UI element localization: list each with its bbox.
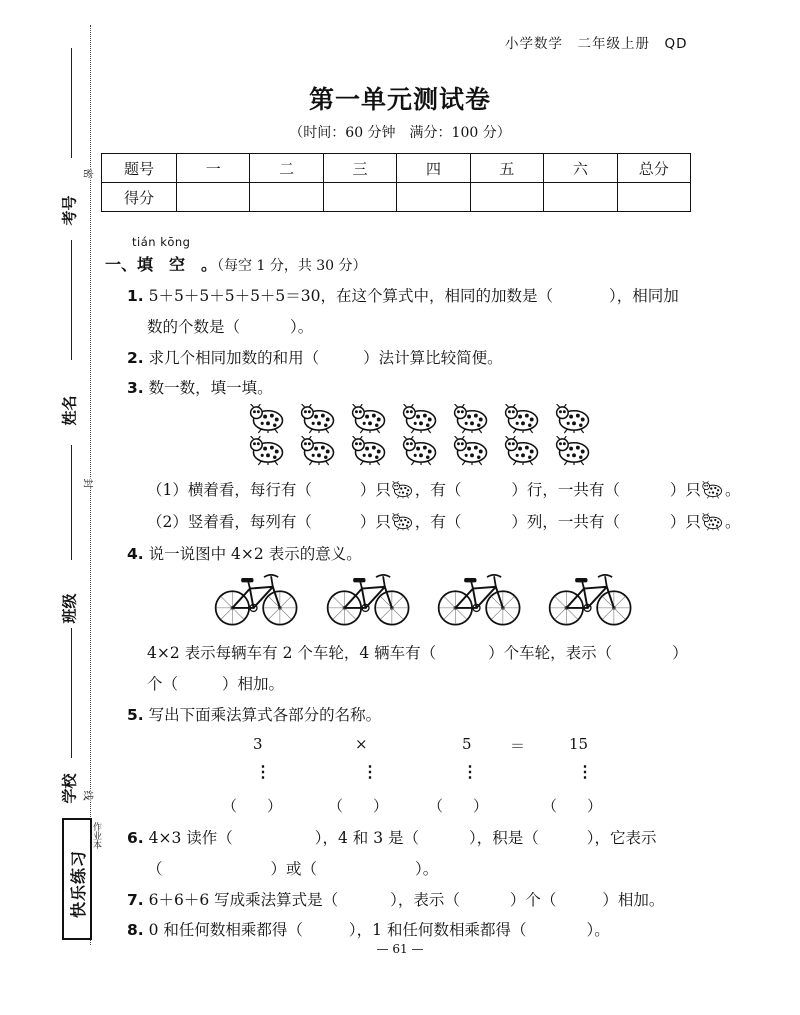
q3-1-text-e: ）只 <box>669 481 701 499</box>
ladybug-icon <box>451 404 493 434</box>
ladybug-icon <box>391 481 415 499</box>
bicycle-icon <box>213 570 301 630</box>
bicycle-icon <box>436 570 524 630</box>
q3-number: 3. <box>127 379 144 397</box>
q3-line <box>127 376 273 398</box>
q8-text-a: 0 和任何数相乘都得（ <box>148 921 303 939</box>
score-cell[interactable] <box>544 183 617 212</box>
q4-text-e: 个（ <box>147 675 179 693</box>
q2-number: 2. <box>127 349 144 367</box>
ladybug-icon <box>247 404 289 434</box>
score-header-cell: 总分 <box>617 154 690 183</box>
q2-text-b: ）法计算比较简便。 <box>363 349 503 367</box>
ladybug-row-2 <box>247 436 595 466</box>
q4-text-c: ）个车轮，表示（ <box>488 644 613 662</box>
q6-text-e: （ <box>147 860 163 878</box>
ladybug-icon <box>349 404 391 434</box>
q4-line3 <box>147 672 284 694</box>
ladybug-icon <box>553 404 595 434</box>
score-cell[interactable] <box>397 183 470 212</box>
ladybug-icon <box>701 513 725 531</box>
q7-text-d: ）相加。 <box>602 891 665 909</box>
section-title: 一、填 空 。 <box>105 255 218 274</box>
q7-line <box>127 888 664 910</box>
q3-1-text-c: ，有（ <box>414 481 462 499</box>
q5-answer-1[interactable]: （ ） <box>222 797 283 815</box>
score-row-label: 得分 <box>102 183 177 212</box>
ladybug-icon <box>349 436 391 466</box>
ladybug-icon <box>502 404 544 434</box>
page-number: — 61 — <box>376 942 424 956</box>
brand-text: 快乐练习 <box>69 849 88 918</box>
score-table-header-row <box>102 154 691 183</box>
q5-expr-product: 15 <box>569 735 589 753</box>
score-header-cell: 四 <box>397 154 470 183</box>
exam-no-label: 考号 <box>60 195 79 226</box>
bicycle-icon <box>547 570 635 630</box>
fold-char-2: 封 <box>82 479 97 489</box>
q6-text-g: ）。 <box>415 860 439 878</box>
q5-expr-factor1: 3 <box>253 735 263 753</box>
ladybug-icon <box>701 481 725 499</box>
q3-2-text-e: ）只 <box>669 513 701 531</box>
score-header-cell: 一 <box>177 154 250 183</box>
section-pinyin: tián kōng <box>132 235 191 249</box>
section-heading <box>105 252 367 275</box>
q5-dots-2: ⋮ <box>362 762 378 781</box>
q1-line2 <box>147 315 313 337</box>
ladybug-icon <box>298 404 340 434</box>
page-subtitle: （时间：60 分钟 满分：100 分） <box>289 125 511 141</box>
q5-answer-3[interactable]: （ ） <box>428 797 489 815</box>
q6-line2 <box>147 857 438 879</box>
q5-dots-1: ⋮ <box>255 762 271 781</box>
q4-line <box>127 542 362 564</box>
ladybug-icon <box>247 436 289 466</box>
q7-text-b: ），表示（ <box>390 891 460 909</box>
score-header-cell: 三 <box>323 154 396 183</box>
q5-dots-4: ⋮ <box>577 762 593 781</box>
q8-text-b: ），1 和任何数相乘都得（ <box>348 921 527 939</box>
q6-text-c: ），积是（ <box>469 829 539 847</box>
series-header: 小学数学 二年级上册 QD <box>505 36 688 52</box>
ladybug-icon <box>451 436 493 466</box>
q1-line1 <box>127 284 679 306</box>
ladybug-icon <box>553 436 595 466</box>
q3-sub1 <box>147 478 740 500</box>
q6-number: 6. <box>127 829 144 847</box>
score-table-score-row <box>102 183 691 212</box>
q4-text-f: ）相加。 <box>222 675 285 693</box>
score-cell[interactable] <box>617 183 690 212</box>
q6-text-d: ），它表示 <box>586 829 657 847</box>
q5-answer-2[interactable]: （ ） <box>328 797 389 815</box>
q4-number: 4. <box>127 545 144 563</box>
score-cell[interactable] <box>470 183 543 212</box>
q5-number: 5. <box>127 706 144 724</box>
fold-char-1: 密 <box>82 169 97 179</box>
ladybug-icon <box>391 513 415 531</box>
q3-1-text-f: 。 <box>724 481 741 499</box>
q7-text-c: ）个（ <box>509 891 557 909</box>
q5-expr-factor2: 5 <box>462 735 472 753</box>
q3-1-text-d: ）行，一共有（ <box>511 481 620 499</box>
score-header-cell: 题号 <box>102 154 177 183</box>
q3-2-text-c: ，有（ <box>414 513 462 531</box>
q3-2-text-a: （2）竖着看，每列有（ <box>147 513 312 531</box>
q4-text-d: ） <box>672 644 688 662</box>
q6-text-a: 4×3 读作（ <box>148 829 233 847</box>
q3-2-text-b: ）只 <box>359 513 391 531</box>
q6-line <box>127 826 657 848</box>
ladybug-icon <box>400 404 442 434</box>
section-note: （每空 1 分，共 30 分） <box>217 258 367 274</box>
q7-number: 7. <box>127 891 144 909</box>
q5-expr-times: × <box>355 735 368 753</box>
score-table <box>101 153 691 212</box>
q4-line2 <box>147 641 688 663</box>
q3-1-text-b: ）只 <box>359 481 391 499</box>
score-header-cell: 六 <box>544 154 617 183</box>
name-label: 姓名 <box>60 395 79 426</box>
q8-line <box>127 918 610 940</box>
class-line-top <box>71 445 72 560</box>
q3-sub2 <box>147 510 740 532</box>
q3-1-text-a: （1）横着看，每行有（ <box>147 481 312 499</box>
school-label: 学校 <box>60 773 79 804</box>
q8-text-c: ）。 <box>586 921 610 939</box>
q1-text-a: 5＋5＋5＋5＋5＋5＝30，在这个算式中，相同的加数是（ <box>148 287 554 305</box>
q3-text-a: 数一数，填一填。 <box>148 379 273 397</box>
bicycle-icon <box>325 570 413 630</box>
brand-logo <box>62 818 92 940</box>
q7-text-a: 6＋6＋6 写成乘法算式是（ <box>148 891 339 909</box>
q1-text-b: ），相同加 <box>609 287 679 305</box>
q5-text-a: 写出下面乘法算式各部分的名称。 <box>148 706 382 724</box>
school-line-top <box>71 628 72 758</box>
q3-2-text-f: 。 <box>724 513 741 531</box>
score-header-cell: 二 <box>250 154 323 183</box>
ladybug-icon <box>400 436 442 466</box>
fold-char-3: 线 <box>82 791 97 801</box>
ladybug-row-1 <box>247 404 595 434</box>
bicycle-group <box>213 570 633 632</box>
class-label: 班级 <box>60 593 79 624</box>
ladybug-icon <box>298 436 340 466</box>
q1-number: 1. <box>127 287 144 305</box>
q5-line <box>127 703 381 725</box>
q5-expr-equals: ＝ <box>510 737 526 755</box>
score-header-cell: 五 <box>470 154 543 183</box>
page-title: 第一单元测试卷 <box>308 85 491 114</box>
q6-text-f: ）或（ <box>270 860 318 878</box>
name-line-top <box>71 240 72 360</box>
brand-sub: 作业本 <box>91 822 101 849</box>
q2-text-a: 求几个相同加数的和用（ <box>148 349 320 367</box>
q1-text-c: 数的个数是（ <box>147 318 241 336</box>
score-cell[interactable] <box>323 183 396 212</box>
score-cell[interactable] <box>177 183 250 212</box>
q5-dots-3: ⋮ <box>462 762 478 781</box>
q1-text-d: ）。 <box>290 318 314 336</box>
q5-answer-4[interactable]: （ ） <box>542 797 603 815</box>
q4-text-a: 说一说图中 4×2 表示的意义。 <box>148 545 362 563</box>
q4-text-b: 4×2 表示每辆车有 2 个车轮，4 辆车有（ <box>147 644 437 662</box>
score-cell[interactable] <box>250 183 323 212</box>
ladybug-icon <box>502 436 544 466</box>
q2-line <box>127 346 503 368</box>
q8-number: 8. <box>127 921 144 939</box>
q6-text-b: ），4 和 3 是（ <box>314 829 420 847</box>
q3-2-text-d: ）列，一共有（ <box>511 513 620 531</box>
